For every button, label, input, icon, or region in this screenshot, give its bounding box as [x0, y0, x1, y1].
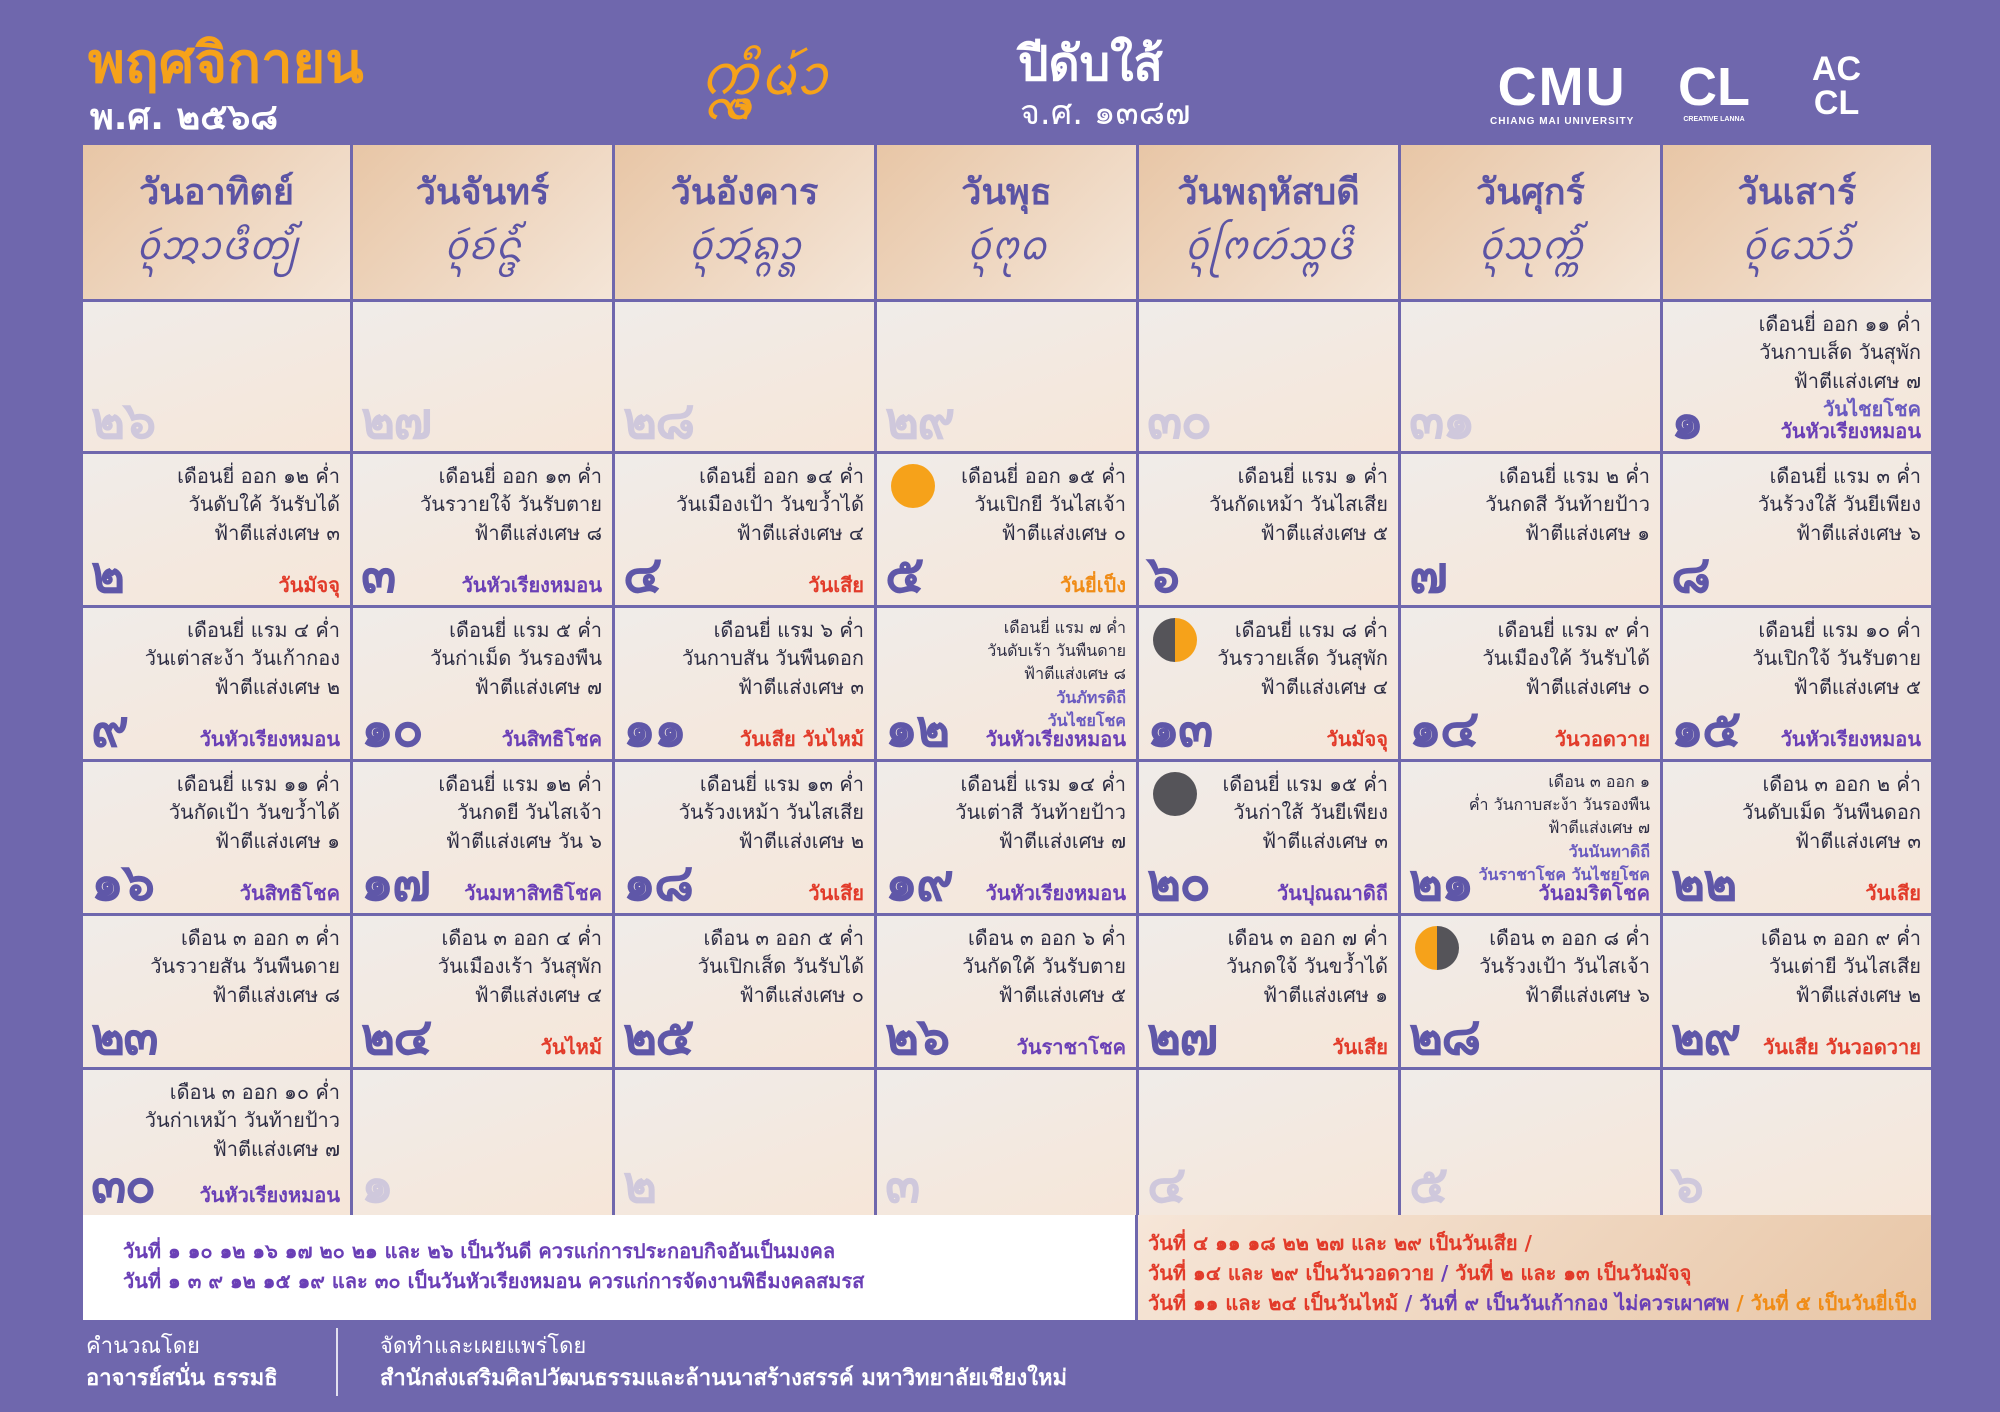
lunar-info [1761, 924, 1921, 1009]
lunar-info-line: วันกดสี วันท้ายป้าว [1485, 492, 1650, 517]
day-cell[interactable] [615, 913, 877, 1067]
lunar-info-line: เดือนยี่ ออก ๑๓ ค่ำ [438, 464, 602, 488]
lunar-info-line: วันกดยี วันไสเจ้า [456, 800, 602, 825]
lunar-info-line: ฟ้าตีแส่งเศษ ๓ [1795, 828, 1921, 853]
lunar-info-line: ค่ำ วันกาบสะง้า วันรองพืน [1468, 795, 1650, 815]
day-number: ๓๐ [91, 1155, 155, 1215]
calendar [83, 145, 1931, 1320]
day-number: ๒๓ [91, 1007, 157, 1067]
lunar-info-line: วันร้วงเป้า วันไสเจ้า [1479, 954, 1650, 979]
lunar-info [1226, 924, 1388, 1009]
lunar-info [682, 616, 864, 701]
lunar-info-line: เดือนยี่ แรม ๙ ค่ำ [1497, 618, 1650, 642]
cmu-logo-text: CMU [1497, 57, 1627, 117]
lunar-info-line: เดือนยี่ แรม ๕ ค่ำ [449, 618, 602, 642]
lunar-info-line: เดือนยี่ แรม ๓ ค่ำ [1769, 464, 1921, 488]
day-number: ๘ [1671, 545, 1710, 605]
weekday-header [1663, 145, 1931, 299]
creative-lanna-logo-subtitle: CREATIVE LANNA [1683, 116, 1745, 123]
lunar-info-line: วันดับใค้ วันรับได้ [188, 492, 340, 517]
day-type-badge: วันเสีย [808, 881, 864, 905]
published-by-name: สำนักส่งเสริมศิลปวัฒนธรรมและล้านนาสร้างสรรค์ มหาวิทยาลัยเชียงใหม่ [380, 1366, 1067, 1391]
day-type-badge: วันเสีย [1332, 1035, 1388, 1059]
lunar-info-line: วันรวายเส็ด วันสุพัก [1217, 646, 1388, 671]
day-number: ๑ [1671, 391, 1703, 451]
auspicious-tag: วันภัทรดิถี [1056, 687, 1126, 707]
day-cell[interactable] [1663, 913, 1931, 1067]
day-type-badge: วันวอดวาย [1554, 727, 1650, 751]
weekday-thai-name: วันอาทิตย์ [139, 172, 294, 213]
cmu-logo-subtitle: CHIANG MAI UNIVERSITY [1490, 116, 1635, 127]
lunar-info-line: วันกัดเป้า วันขว้ำได้ [168, 800, 340, 825]
lunar-info-line: เดือน ๓ ออก ๑๐ ค่ำ [169, 1080, 340, 1104]
day-cell[interactable] [1401, 299, 1663, 451]
day-number: ๑ [361, 1155, 393, 1215]
lunar-info [962, 924, 1126, 1009]
lunar-info-line: วันร้วงใส้ วันยีเพียง [1757, 492, 1921, 517]
auspicious-notes [83, 1215, 1135, 1320]
lunar-info [1482, 616, 1650, 701]
day-cell[interactable] [1663, 299, 1931, 451]
lunar-info-line: เดือนยี่ แรม ๔ ค่ำ [187, 618, 340, 642]
day-cell[interactable] [877, 1067, 1139, 1215]
day-number: ๒๙ [885, 391, 954, 451]
weekday-thai-name: วันเสาร์ [1737, 172, 1857, 213]
lunar-info-line: ฟ้าตีแส่งเศษ ๔ [736, 520, 864, 545]
weekday-lanna-name: ᩅᩢ᩠ᨶᩋᩣᨴᩥᨲ᩠ᨿ᩼ [135, 223, 298, 270]
day-cell[interactable] [353, 451, 615, 605]
accl-logo [1812, 52, 1861, 120]
footer-divider [336, 1328, 338, 1396]
weekday-thai-name: วันอังคาร [670, 172, 819, 213]
day-number: ๒๐ [1147, 853, 1210, 913]
day-cell[interactable] [1139, 913, 1401, 1067]
lunar-info [169, 770, 340, 855]
day-cell[interactable] [1401, 605, 1663, 759]
day-number: ๓ [885, 1155, 919, 1215]
weekday-header [353, 145, 615, 299]
day-type-badge: วันหัวเรียงหมอน [1780, 727, 1921, 751]
chulasakarat-year: จ.ศ. ๑๓๘๗ [1020, 93, 1191, 133]
lunar-info-line: ฟ้าตีแส่งเศษ ๓ [738, 674, 864, 699]
lunar-info-line: เดือน ๓ ออก ๗ ค่ำ [1227, 926, 1388, 950]
lunar-info-line: ฟ้าตีแส่งเศษ ๘ [1023, 664, 1126, 684]
lunar-info-line: วันเมืองเร้า วันสุพัก [437, 954, 602, 979]
accl-logo-bottom: CL [1813, 84, 1860, 122]
lunar-info-line: ฟ้าตีแส่งเศษ ๔ [1260, 674, 1388, 699]
lunar-info-line: ฟ้าตีแส่งเศษ ๗ [998, 828, 1126, 853]
day-type-badge: วันปุณณาดิถี [1276, 881, 1388, 905]
auspicious-tag: วันราชาโชค วันไชยโชค [1478, 864, 1650, 884]
day-number: ๒๕ [623, 1007, 693, 1067]
day-number: ๑๔ [1409, 699, 1478, 759]
day-cell[interactable] [1401, 913, 1663, 1067]
day-cell[interactable] [83, 913, 353, 1067]
day-cell[interactable] [615, 299, 877, 451]
lunar-info-line: ฟ้าตีแส่งเศษ ๑ [1524, 520, 1650, 545]
lunar-info-line: เดือนยี่ ออก ๑๔ ค่ำ [699, 464, 864, 488]
lunar-info-line: วันเมืองเป้า วันขว้ำได้ [676, 492, 864, 517]
matju-days-note: วันที่ ๒ และ ๑๓ เป็นวันมัจจุ [1455, 1261, 1692, 1285]
day-number: ๑๙ [885, 853, 953, 913]
day-number: ๒๔ [361, 1007, 431, 1067]
auspicious-tag: วันไชยโชค [1823, 397, 1921, 422]
lunar-info-line: เดือนยี่ แรม ๑๐ ค่ำ [1758, 618, 1921, 642]
day-type-badge: วันมัจจุ [278, 573, 340, 597]
lunar-info-line: เดือน ๓ ออก ๕ ค่ำ [703, 926, 864, 950]
lunar-info-line: วันเปิกเส็ด วันรับได้ [697, 954, 864, 979]
lunar-info-line: วันเต่าสะง้า วันเก้ากอง [144, 646, 340, 671]
lunar-info [698, 924, 864, 1009]
lunar-info [438, 924, 602, 1009]
day-cell[interactable] [615, 1067, 877, 1215]
lunar-info-line: เดือนยี่ แรม ๑ ค่ำ [1237, 464, 1388, 488]
moon-phase-last-icon [1415, 926, 1459, 970]
day-cell[interactable] [353, 1067, 615, 1215]
day-type-badge: วันหัวเรียงหมอน [199, 727, 340, 751]
lunar-info-line: วันเปิกใจ้ วันรับตาย [1752, 646, 1921, 671]
day-type-badge: วันหัวเรียงหมอน [461, 573, 602, 597]
lunar-info-line: ฟ้าตีแส่งเศษ ๐ [739, 982, 864, 1007]
day-cell[interactable] [877, 759, 1139, 913]
day-cell[interactable] [877, 913, 1139, 1067]
lunar-info-line: วันรวายใจ้ วันรับตาย [420, 492, 602, 517]
wodwai-days-note: วันที่ ๑๔ และ ๒๙ เป็นวันวอดวาย [1148, 1261, 1435, 1285]
bad-days-note: วันที่ ๔ ๑๑ ๑๘ ๒๒ ๒๗ และ ๒๙ เป็นวันเสีย / [1148, 1231, 1532, 1255]
day-cell[interactable] [1401, 759, 1663, 913]
day-number: ๑๗ [361, 853, 430, 913]
lunar-info-line: ฟ้าตีแส่งเศษ ๐ [1001, 520, 1126, 545]
day-number: ๑๕ [1671, 699, 1740, 759]
lunar-info-line: วันดับเร้า วันพืนดาย [987, 641, 1126, 661]
lunar-info-line: ฟ้าตีแส่งเศษ ๖ [1524, 982, 1650, 1007]
accl-logo-top: AC [1812, 50, 1862, 88]
weekday-lanna-name: ᩅᩢ᩠ᨶᨻᩩᨵ [966, 223, 1047, 270]
weekday-header [615, 145, 877, 299]
day-number: ๒๑ [1409, 853, 1473, 913]
lunar-info-line: ฟ้าตีแส่งเศษ ๗ [212, 1136, 340, 1161]
day-cell[interactable] [615, 605, 877, 759]
lunar-info [150, 924, 340, 1009]
day-cell[interactable] [83, 299, 353, 451]
day-type-badge: วันหัวเรียงหมอน [985, 727, 1126, 751]
lunar-info-line: ฟ้าตีแส่งเศษ ๕ [1793, 674, 1921, 699]
weekday-thai-name: วันพุธ [961, 172, 1052, 213]
day-cell[interactable] [1139, 451, 1401, 605]
day-cell[interactable] [353, 759, 615, 913]
day-cell[interactable] [353, 605, 615, 759]
day-cell[interactable] [1401, 1067, 1663, 1215]
lunar-info [1759, 310, 1921, 424]
cmu-logo [1490, 57, 1635, 127]
lunar-info-line: ฟ้าตีแส่งเศษ ๒ [738, 828, 864, 853]
weekday-thai-name: วันศุกร์ [1476, 172, 1585, 213]
inauspicious-notes [1135, 1215, 1931, 1320]
day-type-badge: วันเสีย [1865, 881, 1921, 905]
day-number: ๖ [1671, 1155, 1703, 1215]
lunar-info-line: เดือนยี่ ออก ๑๒ ค่ำ [177, 464, 340, 488]
lunar-info-line: วันก่าเหม้า วันท้ายป้าว [144, 1108, 340, 1133]
calculated-by-name: อาจารย์สนั่น ธรรมธิ [86, 1366, 278, 1391]
lunar-info-line: ฟ้าตีแส่งเศษ ๓ [1262, 828, 1388, 853]
lunar-info [420, 462, 602, 547]
lunar-info [987, 616, 1126, 732]
day-number: ๒๖ [885, 1007, 949, 1067]
yipeng-days-note: / วันที่ ๕ เป็นวันยี่เป็ง [1729, 1291, 1917, 1315]
lunar-info-line: ฟ้าตีแส่งเศษ ๘ [212, 982, 340, 1007]
lunar-info-line: ฟ้าตีแส่งเศษ ๒ [1795, 982, 1921, 1007]
day-number: ๑๖ [91, 853, 154, 913]
lunar-info-line: เดือนยี่ แรม ๑๕ ค่ำ [1222, 772, 1388, 796]
day-number: ๕ [885, 545, 923, 605]
lunar-info-line: วันกัดเหม้า วันไสเสีย [1209, 492, 1388, 517]
weekday-lanna-name: ᩅᩢ᩠ᨶᩋᩢᨦ᩠ᨣᩣ᩠ᩁ [687, 223, 802, 270]
day-number: ๔ [1147, 1155, 1185, 1215]
day-number: ๒๗ [1147, 1007, 1217, 1067]
day-number: ๔ [623, 545, 661, 605]
lunar-info-line: เดือน ๓ ออก ๘ ค่ำ [1489, 926, 1650, 950]
day-type-badge: วันยี่เป็ง [1060, 573, 1126, 597]
lunar-info [1209, 462, 1388, 547]
lunar-info [1469, 770, 1650, 886]
year-name: ปีดับใส้ [1018, 36, 1163, 92]
day-cell[interactable] [353, 299, 615, 451]
lunar-info-line: ฟ้าตีแส่งเศษ ๔ [474, 982, 602, 1007]
day-number: ๒ [623, 1155, 656, 1215]
moon-phase-new-icon [1153, 772, 1197, 816]
day-type-badge: วันมัจจุ [1326, 727, 1388, 751]
auspicious-tag: วันนันทาดิถี [1568, 841, 1650, 861]
day-number: ๒๗ [361, 391, 431, 451]
day-number: ๕ [1409, 1155, 1447, 1215]
lunar-info-line: วันกาบเส็ด วันสุพัก [1759, 340, 1921, 365]
published-by-label: จัดทำและเผยแพร่โดย [380, 1334, 587, 1359]
lunar-info-line: ฟ้าตีแส่งเศษ ๕ [1260, 520, 1388, 545]
lunar-info [177, 462, 340, 547]
wodwai-matju-note [1148, 1257, 1691, 1289]
weekday-lanna-name: ᩅᩢ᩠ᨶᩈᩩᨠ᩠ᨠ᩼ [1477, 223, 1584, 270]
lunar-info-line: เดือน ๓ ออก ๑ [1548, 772, 1650, 791]
lunar-info-line: เดือน ๓ ออก ๙ ค่ำ [1761, 926, 1921, 950]
lunar-info-line: เดือน ๓ ออก ๖ ค่ำ [967, 926, 1126, 950]
lunar-info-line: วันก่าเม็ด วันรองพืน [430, 646, 602, 671]
lunar-info [679, 770, 864, 855]
lunar-info-line: วันเต่ายี วันไสเสีย [1769, 954, 1921, 979]
good-days-note: วันที่ ๑ ๑๐ ๑๒ ๑๖ ๑๗ ๒๐ ๒๑ และ ๒๖ เป็นวันดี ควรแก่การประกอบกิจอันเป็นมงคล [123, 1239, 836, 1263]
day-number: ๓๐ [1147, 391, 1211, 451]
lunar-info [438, 770, 602, 855]
lunar-info-line: ฟ้าตีแส่งเศษ ๑ [214, 828, 340, 853]
weekday-header [1401, 145, 1663, 299]
day-type-badge: วันสิทธิโชค [239, 881, 340, 905]
lunar-info-line: เดือน ๓ ออก ๒ ค่ำ [1762, 772, 1921, 796]
auspicious-tag: วันไชยโชค [1047, 710, 1126, 730]
lunar-info [1752, 616, 1921, 701]
lunar-info-line: วันเมืองใค้ วันรับได้ [1482, 646, 1650, 671]
lunar-info-line: เดือนยี่ แรม ๑๔ ค่ำ [960, 772, 1126, 796]
lunar-info-line: วันเปิกยี วันไสเจ้า [974, 492, 1126, 517]
lunar-info-line: ฟ้าตีแส่งเศษ ๗ [1793, 368, 1921, 393]
weekday-header [1139, 145, 1401, 299]
day-cell[interactable] [83, 759, 353, 913]
month-year: พ.ศ. ๒๕๖๘ [90, 97, 279, 138]
lunar-info-line: วันร้วงเหม้า วันไสเสีย [678, 800, 864, 825]
lunar-info-line: วันเต่าสี วันท้ายป้าว [955, 800, 1126, 825]
note-separator: / [1434, 1261, 1456, 1285]
lunar-info [145, 616, 340, 701]
lunar-info [676, 462, 864, 547]
lanna-calendar-title: ᨠᩖ᩠ᨴᩥ᩠ᨶᨾ᩶ᩣ [700, 43, 828, 108]
lunar-info-line: วันรวายสัน วันพืนดาย [150, 954, 340, 979]
day-cell[interactable] [1663, 759, 1931, 913]
month-title: พฤศจิกายน [88, 31, 364, 96]
lunar-info [1742, 770, 1921, 855]
lunar-info-line: เดือนยี่ แรม ๑๑ ค่ำ [176, 772, 340, 796]
lunar-info-line: ฟ้าตีแส่งเศษ ๑ [1262, 982, 1388, 1007]
lunar-info [145, 1078, 340, 1163]
lunar-info-line: วันกดใจ้ วันขว้ำได้ [1226, 954, 1388, 979]
day-number: ๖ [1147, 545, 1179, 605]
lunar-info [1485, 462, 1650, 547]
day-number: ๒๙ [1671, 1007, 1740, 1067]
weekday-lanna-name: ᩅᩢ᩠ᨶᨻᩕᩉᩢᩈ᩠ᨻᨴᩦ [1183, 223, 1354, 270]
lunar-info [1222, 770, 1388, 855]
day-cell[interactable] [615, 451, 877, 605]
lunar-info-line: เดือนยี่ ออก ๑๕ ค่ำ [961, 464, 1126, 488]
day-cell[interactable] [615, 759, 877, 913]
header [0, 0, 2000, 145]
lunar-info-line: ฟ้าตีแส่งเศษ วัน ๖ [445, 828, 602, 853]
day-cell[interactable] [353, 913, 615, 1067]
day-number: ๑๘ [623, 853, 693, 913]
lunar-info [430, 616, 602, 701]
wedding-days-note: วันที่ ๑ ๓ ๙ ๑๒ ๑๕ ๑๙ และ ๓๐ เป็นวันหัวเรียงหมอน ควรแก่การจัดงานพิธีมงคลสมรส [123, 1269, 865, 1293]
day-type-badge: วันหัวเรียงหมอน [199, 1183, 340, 1207]
moon-phase-full-icon [891, 464, 935, 508]
lunar-info-line: วันกัดใค้ วันรับตาย [962, 954, 1126, 979]
day-cell[interactable] [1401, 451, 1663, 605]
day-cell[interactable] [1139, 759, 1401, 913]
day-cell[interactable] [1663, 451, 1931, 605]
lunar-info-line: ฟ้าตีแส่งเศษ ๕ [998, 982, 1126, 1007]
calculated-by-label: คำนวณโดย [86, 1334, 200, 1359]
mai-days-note: วันที่ ๑๑ และ ๒๔ เป็นวันไหม้ [1148, 1291, 1399, 1315]
day-cell[interactable] [1663, 1067, 1931, 1215]
mai-kaokong-yipeng-note [1148, 1287, 1917, 1319]
day-number: ๙ [91, 699, 128, 759]
creative-lanna-logo [1678, 57, 1750, 123]
lunar-info-line: เดือนยี่ ออก ๑๑ ค่ำ [1758, 312, 1921, 336]
day-type-badge: วันไหม้ [540, 1035, 602, 1059]
lunar-info-line: ฟ้าตีแส่งเศษ ๘ [474, 520, 602, 545]
kaokong-days-note: / วันที่ ๙ เป็นวันเก้ากอง ไม่ควรเผาศพ [1398, 1291, 1730, 1315]
lunar-info-line: ฟ้าตีแส่งเศษ ๓ [214, 520, 340, 545]
day-number: ๒ [91, 545, 124, 605]
day-cell[interactable] [1139, 1067, 1401, 1215]
day-cell[interactable] [83, 605, 353, 759]
lunar-info-line: วันดับเม็ด วันพืนดอก [1742, 800, 1921, 825]
day-number: ๑๐ [361, 699, 422, 759]
lunar-info-line: วันกาบสัน วันพืนดอก [681, 646, 864, 671]
lunar-info [1217, 616, 1388, 701]
weekday-thai-name: วันพฤหัสบดี [1177, 172, 1360, 213]
calendar-grid [83, 145, 1931, 1215]
lunar-info-line: ฟ้าตีแส่งเศษ ๗ [474, 674, 602, 699]
day-type-badge: วันอมริตโชค [1538, 881, 1650, 905]
day-cell[interactable] [83, 1067, 353, 1215]
lunar-info-line: เดือน ๓ ออก ๔ ค่ำ [441, 926, 602, 950]
day-cell[interactable] [877, 299, 1139, 451]
lunar-info-line: เดือนยี่ แรม ๘ ค่ำ [1234, 618, 1388, 642]
day-number: ๒๖ [91, 391, 155, 451]
day-type-badge: วันสิทธิโชค [501, 727, 602, 751]
moon-phase-first-icon [1153, 618, 1197, 662]
day-type-badge: วันหัวเรียงหมอน [1780, 419, 1921, 443]
lunar-info-line: เดือนยี่ แรม ๒ ค่ำ [1499, 464, 1650, 488]
lunar-info-line: เดือนยี่ แรม ๑๓ ค่ำ [699, 772, 864, 796]
day-type-badge: วันมหาสิทธิโชค [464, 881, 602, 905]
day-number: ๑๑ [623, 699, 686, 759]
day-cell[interactable] [1663, 605, 1931, 759]
weekday-thai-name: วันจันทร์ [415, 172, 550, 213]
lunar-info [1479, 924, 1650, 1009]
day-cell[interactable] [1139, 605, 1401, 759]
lunar-info [961, 462, 1126, 547]
day-type-badge: วันหัวเรียงหมอน [985, 881, 1126, 905]
lunar-info-line: เดือนยี่ แรม ๗ ค่ำ [1003, 618, 1126, 637]
day-cell[interactable] [83, 451, 353, 605]
day-number: ๒๘ [623, 391, 694, 451]
day-type-badge: วันราชาโชค [1016, 1035, 1126, 1059]
day-type-badge: วันเสีย วันวอดวาย [1763, 1035, 1921, 1059]
weekday-header [877, 145, 1139, 299]
lunar-info-line: ฟ้าตีแส่งเศษ ๖ [1795, 520, 1921, 545]
lunar-info-line: วันก่าใส้ วันยีเพียง [1233, 800, 1388, 825]
day-number: ๒๘ [1409, 1007, 1480, 1067]
lunar-info-line: ฟ้าตีแส่งเศษ ๗ [1548, 818, 1650, 838]
lunar-info-line: เดือนยี่ แรม ๖ ค่ำ [713, 618, 864, 642]
lunar-info-line: เดือน ๓ ออก ๓ ค่ำ [180, 926, 340, 950]
weekday-header [83, 145, 353, 299]
day-number: ๓๑ [1409, 391, 1474, 451]
weekday-lanna-name: ᩅᩢ᩠ᨶᩈᩮᩢᩣ᩼ [1741, 223, 1853, 270]
footer [0, 1320, 2000, 1412]
day-number: ๗ [1409, 545, 1447, 605]
day-number: ๓ [361, 545, 395, 605]
day-number: ๒๒ [1671, 853, 1736, 913]
creative-lanna-logo-text: CL [1678, 57, 1750, 117]
day-cell[interactable] [1139, 299, 1401, 451]
lunar-info [1758, 462, 1921, 547]
lunar-info-line: ฟ้าตีแส่งเศษ ๐ [1525, 674, 1650, 699]
lunar-info-line: ฟ้าตีแส่งเศษ ๒ [214, 674, 340, 699]
day-number: ๑๒ [885, 699, 949, 759]
day-number: ๑๓ [1147, 699, 1212, 759]
weekday-lanna-name: ᩅᩢ᩠ᨶᨧᩢᨶ᩠ᨴ᩼ [443, 223, 522, 270]
day-cell[interactable] [877, 605, 1139, 759]
lunar-info-line: เดือนยี่ แรม ๑๒ ค่ำ [438, 772, 602, 796]
lunar-info [955, 770, 1126, 855]
day-type-badge: วันเสีย [808, 573, 864, 597]
day-type-badge: วันเสีย วันไหม้ [740, 727, 864, 751]
day-cell[interactable] [877, 451, 1139, 605]
